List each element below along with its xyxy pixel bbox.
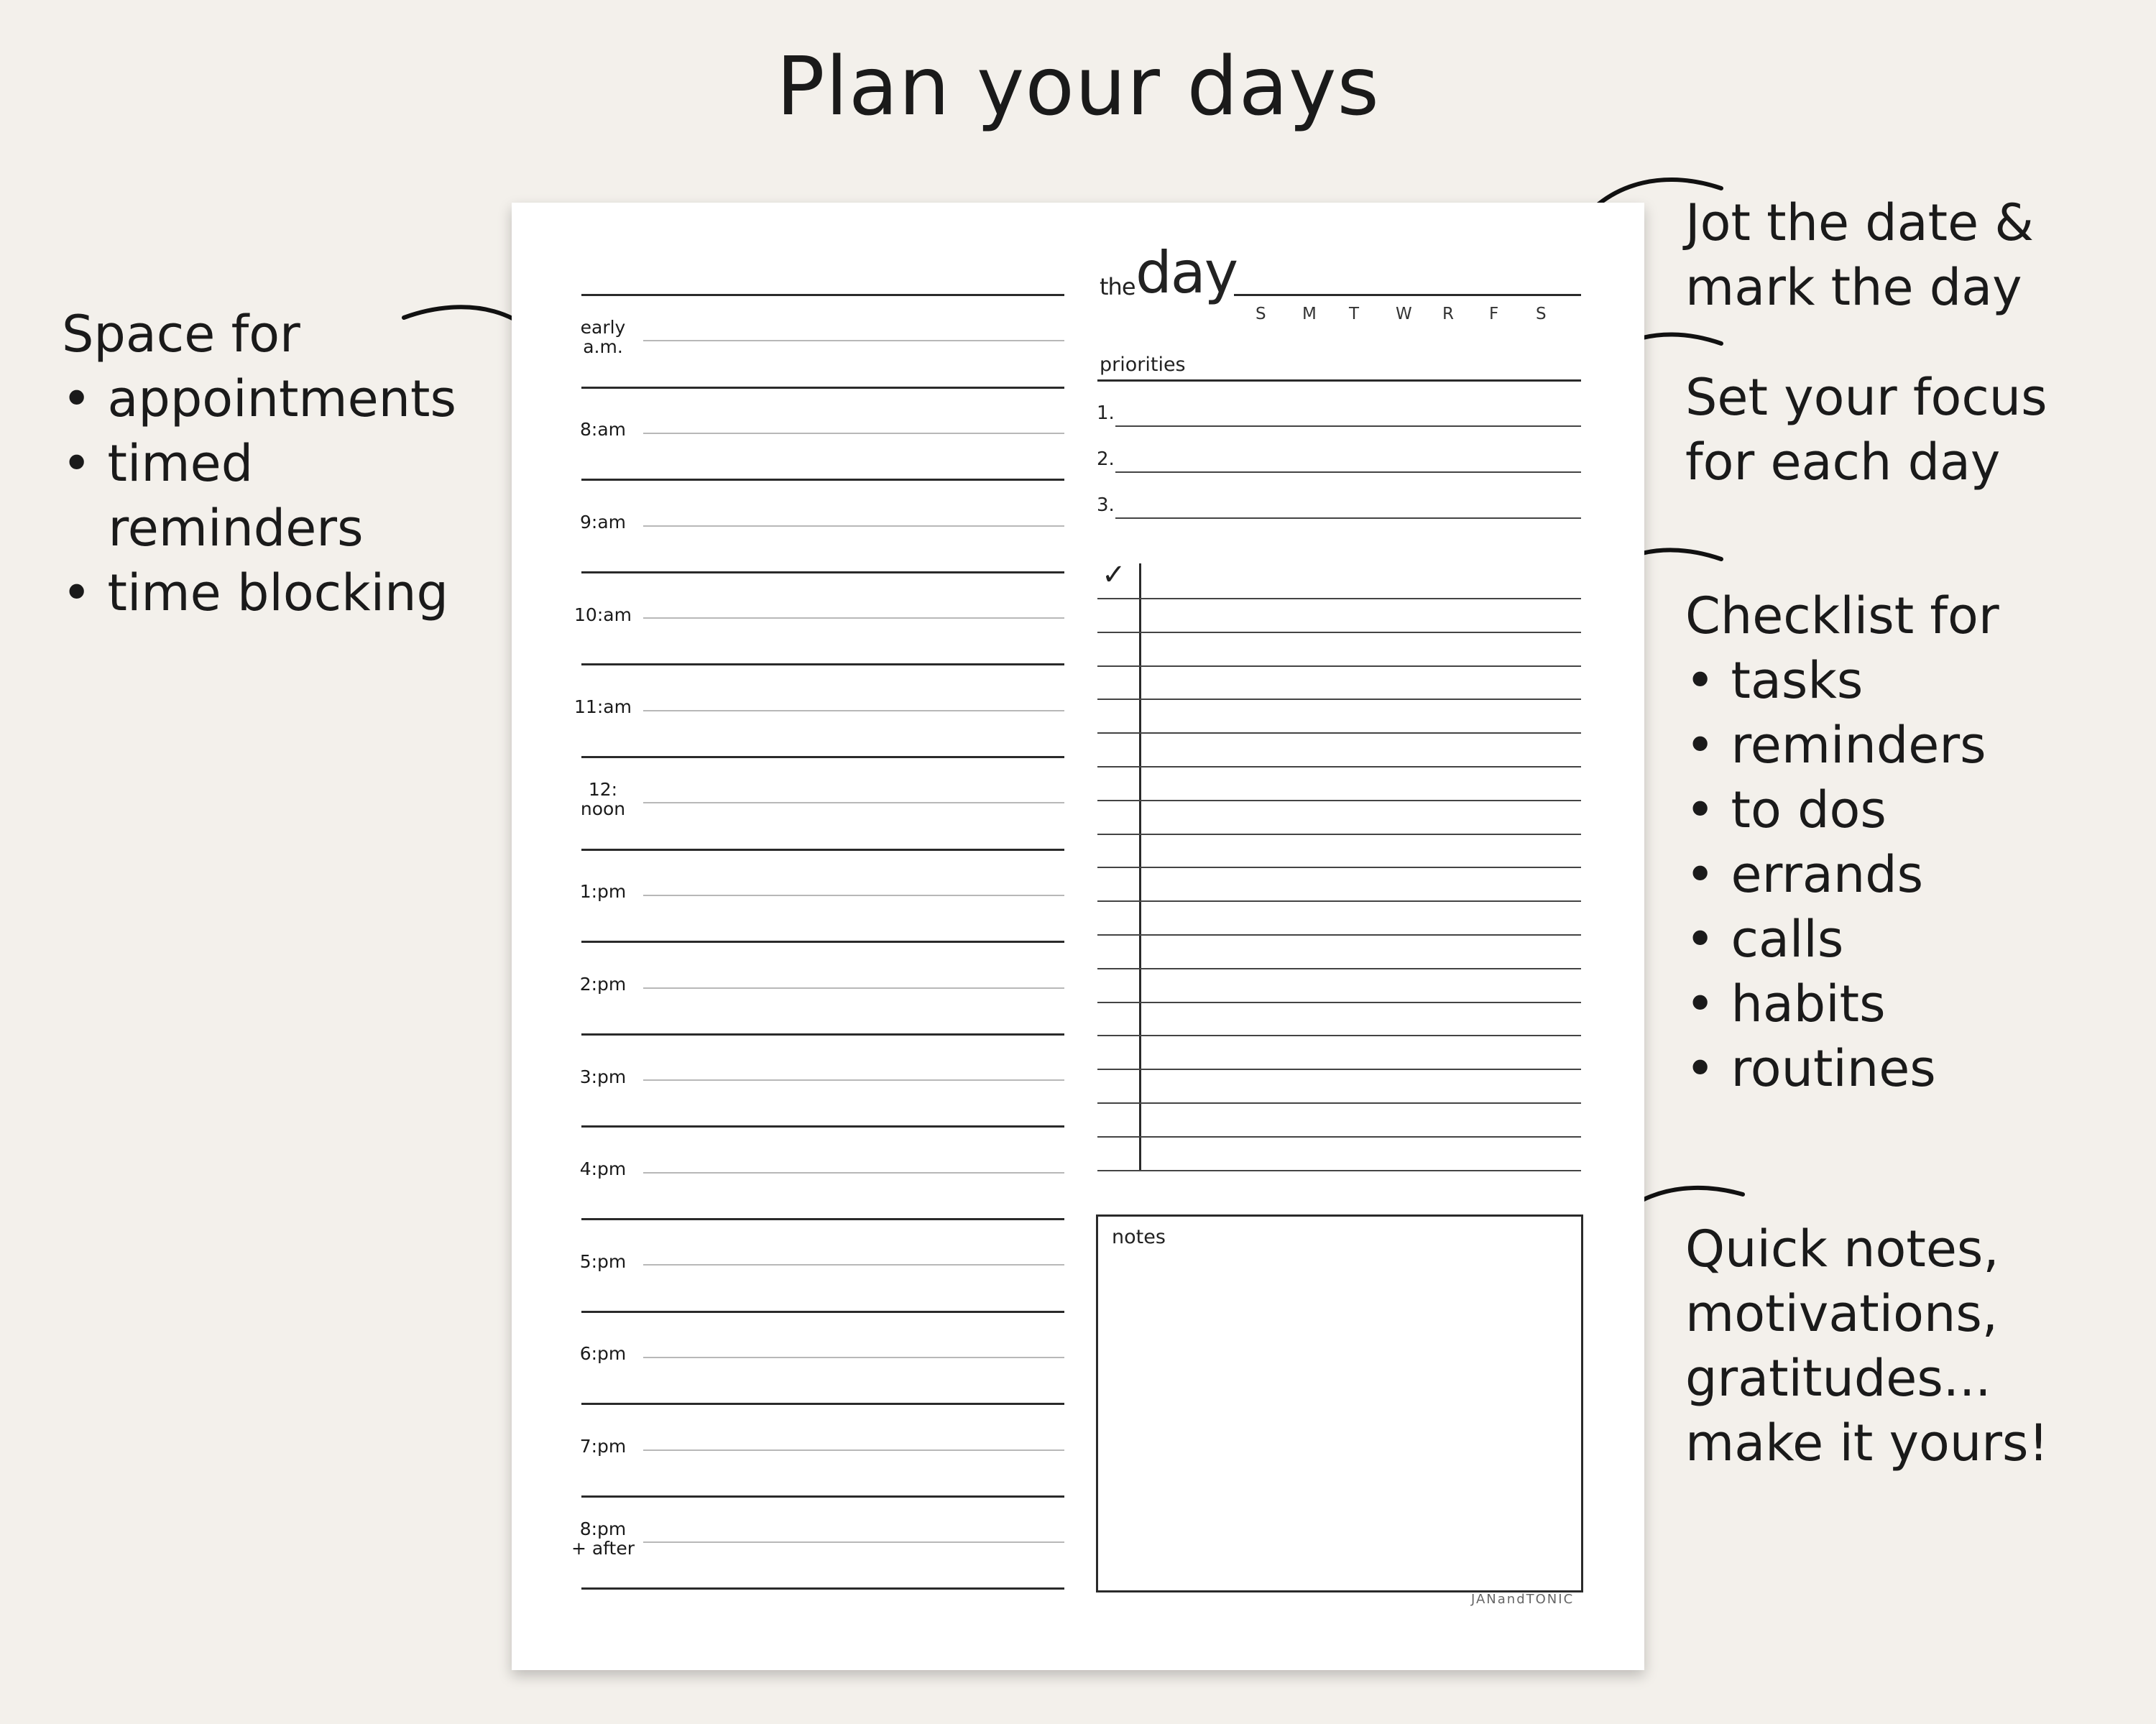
- time-slot-text: 7:pm: [579, 1436, 627, 1457]
- weekday-letter[interactable]: R: [1442, 305, 1454, 323]
- notes-box[interactable]: [1096, 1214, 1583, 1592]
- weekday-letter[interactable]: M: [1302, 305, 1317, 323]
- time-slot-text: 3:pm: [579, 1066, 627, 1087]
- checklist-row[interactable]: [1097, 632, 1581, 633]
- the-day-small: the: [1100, 273, 1135, 300]
- annotation-line: gratitudes...: [1685, 1349, 1991, 1408]
- time-slot-divider: [581, 1033, 1064, 1036]
- time-slot-divider: [581, 387, 1064, 389]
- time-slot-text: 8:pm: [579, 1518, 627, 1540]
- annotation-line: for each day: [1685, 433, 2001, 492]
- notes-annotation: [1685, 1217, 2049, 1475]
- annotation-item: reminders: [76, 499, 364, 558]
- time-slot-label: [571, 780, 635, 819]
- time-slot-label: [571, 1519, 635, 1558]
- time-slot-divider: [581, 479, 1064, 481]
- annotation-item: • appointments: [62, 369, 456, 428]
- checklist-row[interactable]: [1097, 934, 1581, 936]
- checklist-row[interactable]: [1097, 1170, 1581, 1171]
- weekday-letter[interactable]: S: [1256, 305, 1266, 323]
- time-slot-text: noon: [580, 798, 626, 820]
- annotation-line: Jot the date &: [1685, 193, 2034, 252]
- checklist-row[interactable]: [1097, 1035, 1581, 1036]
- time-slot-text: 9:am: [579, 512, 626, 533]
- time-slot-label: [571, 1252, 635, 1271]
- time-slot-line[interactable]: [643, 1264, 1064, 1266]
- checklist-row[interactable]: [1097, 800, 1581, 801]
- priority-number: 2.: [1097, 448, 1115, 470]
- checklist-row[interactable]: [1097, 968, 1581, 969]
- checklist-row[interactable]: [1097, 1069, 1581, 1070]
- annotation-item: • errands: [1685, 845, 1924, 904]
- page-title: Plan your days: [776, 40, 1380, 134]
- annotation-line: make it yours!: [1685, 1414, 2049, 1472]
- time-slot-text: a.m.: [583, 336, 623, 358]
- checklist-row[interactable]: [1097, 1102, 1581, 1104]
- time-slot-divider: [581, 571, 1064, 573]
- checklist-row[interactable]: [1097, 867, 1581, 868]
- priority-line[interactable]: [1115, 517, 1581, 519]
- priority-number: 3.: [1097, 494, 1115, 516]
- checklist-row[interactable]: [1097, 1136, 1581, 1138]
- time-slot-line[interactable]: [643, 802, 1064, 803]
- time-slot-text: 12:: [588, 779, 618, 801]
- brand-mark: JANandTONIC: [1471, 1592, 1575, 1607]
- checklist-row[interactable]: [1097, 766, 1581, 767]
- weekday-letter[interactable]: T: [1349, 305, 1360, 323]
- priority-line[interactable]: [1115, 471, 1581, 473]
- check-icon: ✓: [1102, 558, 1126, 591]
- annotation-item: • habits: [1685, 974, 1886, 1033]
- annotation-item: • reminders: [1685, 716, 1986, 775]
- checklist-annotation: [1685, 584, 1999, 1101]
- annotation-line: mark the day: [1685, 258, 2022, 317]
- time-slot-text: early: [580, 317, 626, 338]
- annotation-line: Set your focus: [1685, 368, 2047, 427]
- time-slot-label: [571, 1159, 635, 1179]
- time-slot-divider: [581, 849, 1064, 851]
- checklist-row[interactable]: [1097, 900, 1581, 902]
- time-slot-label: [571, 318, 635, 356]
- time-slot-label: [571, 697, 635, 716]
- time-slot-line[interactable]: [643, 433, 1064, 434]
- time-slot-divider: [581, 1218, 1064, 1220]
- time-slot-label: [571, 974, 635, 994]
- time-slot-divider: [581, 941, 1064, 943]
- time-slot-text: 8:am: [579, 419, 626, 441]
- time-slot-text: 6:pm: [579, 1343, 627, 1365]
- time-slot-line[interactable]: [643, 1172, 1064, 1174]
- time-slot-text: 4:pm: [579, 1158, 627, 1180]
- priority-line[interactable]: [1115, 425, 1581, 427]
- time-slot-line[interactable]: [643, 895, 1064, 896]
- checklist-row[interactable]: [1097, 665, 1581, 667]
- priority-number: 1.: [1097, 402, 1115, 424]
- annotation-item: • calls: [1685, 910, 1844, 969]
- date-annotation: [1685, 190, 2034, 320]
- time-slot-line[interactable]: [643, 525, 1064, 527]
- time-slot-line[interactable]: [643, 617, 1064, 619]
- weekday-letter[interactable]: F: [1489, 305, 1499, 323]
- time-slot-line[interactable]: [643, 340, 1064, 341]
- checklist-row[interactable]: [1097, 699, 1581, 700]
- time-slot-line[interactable]: [643, 710, 1064, 711]
- time-slot-divider: [581, 1125, 1064, 1128]
- time-slot-label: [571, 1067, 635, 1087]
- annotation-item: • time blocking: [62, 563, 448, 622]
- time-slot-text: 11:am: [574, 696, 632, 718]
- time-slot-divider: [581, 294, 1064, 296]
- time-slot-line[interactable]: [643, 1357, 1064, 1358]
- time-slot-label: [571, 605, 635, 624]
- time-slot-label: [571, 1344, 635, 1363]
- planner-sheet: [512, 203, 1644, 1670]
- annotation-item: • timed: [62, 434, 254, 493]
- time-slot-divider: [581, 1495, 1064, 1498]
- time-slot-text: 1:pm: [579, 881, 627, 903]
- time-slot-label: [571, 512, 635, 532]
- time-slot-label: [571, 420, 635, 439]
- priorities-label: priorities: [1100, 354, 1186, 376]
- time-slot-divider: [581, 663, 1064, 665]
- time-slot-line[interactable]: [643, 987, 1064, 989]
- time-slot-text: 5:pm: [579, 1250, 627, 1272]
- checklist-row[interactable]: [1097, 732, 1581, 734]
- annotation-heading: Space for: [62, 305, 300, 364]
- checklist-row[interactable]: [1097, 598, 1581, 599]
- annotation-item: • to dos: [1685, 780, 1886, 839]
- time-slot-divider: [581, 756, 1064, 758]
- notes-label: notes: [1112, 1226, 1166, 1248]
- time-slot-text: + after: [571, 1538, 635, 1559]
- time-slot-text: 2:pm: [579, 974, 627, 995]
- focus-annotation: [1685, 365, 2047, 494]
- priorities-rule: [1097, 379, 1581, 382]
- annotation-item: • tasks: [1685, 651, 1864, 710]
- checklist-row[interactable]: [1097, 1002, 1581, 1003]
- annotation-line: Quick notes,: [1685, 1220, 1999, 1278]
- time-slot-divider: [581, 1311, 1064, 1313]
- annotation-item: • routines: [1685, 1039, 1936, 1098]
- checklist-row[interactable]: [1097, 834, 1581, 835]
- time-slot-label: [571, 882, 635, 901]
- time-slot-line[interactable]: [643, 1449, 1064, 1451]
- time-slot-text: 10:am: [574, 604, 632, 625]
- weekday-letter[interactable]: W: [1396, 305, 1412, 323]
- left-annotation: [62, 302, 456, 625]
- weekday-letter[interactable]: S: [1536, 305, 1547, 323]
- annotation-heading: Checklist for: [1685, 586, 1999, 645]
- time-slot-divider: [581, 1587, 1064, 1590]
- time-slot-line[interactable]: [643, 1541, 1064, 1543]
- time-slot-line[interactable]: [643, 1079, 1064, 1081]
- time-slot-label: [571, 1437, 635, 1456]
- date-line[interactable]: [1234, 294, 1581, 296]
- the-day-large: day: [1135, 239, 1238, 306]
- annotation-line: motivations,: [1685, 1284, 1999, 1343]
- time-slot-divider: [581, 1403, 1064, 1405]
